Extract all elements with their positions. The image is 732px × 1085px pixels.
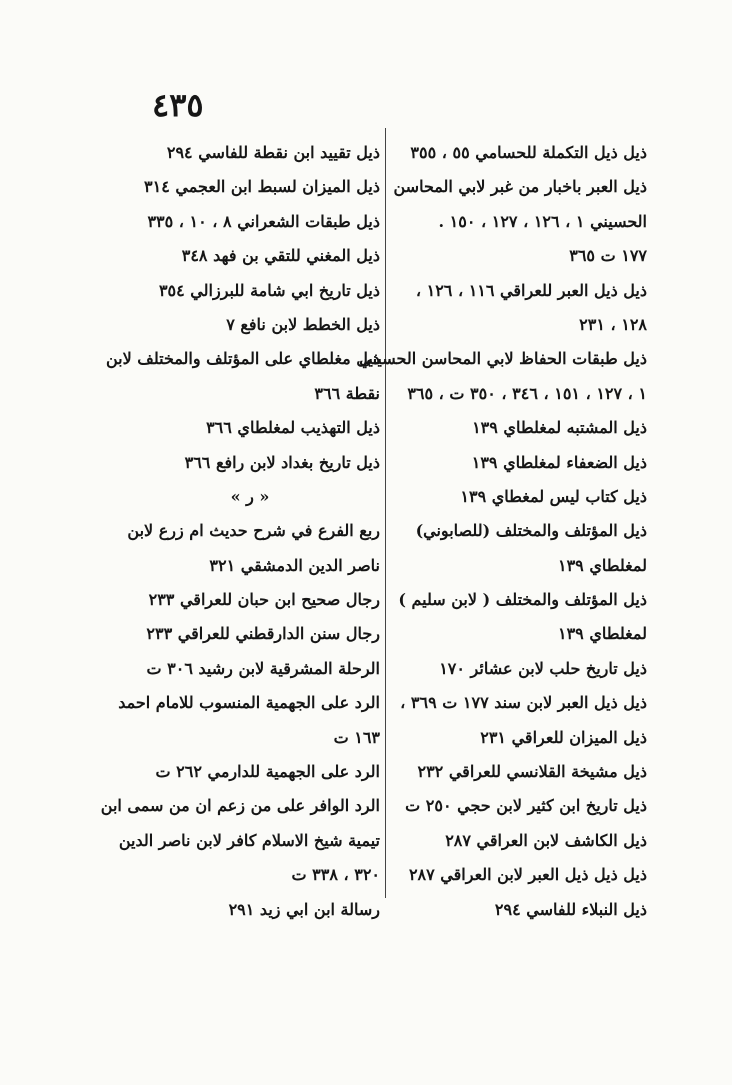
- column-divider: [385, 128, 386, 898]
- index-entry: ذيل تقييد ابن نقطة للفاسي ٢٩٤: [166, 143, 380, 162]
- index-entry: ذيل العبر باخبار من غبر لابي المحاسن: [393, 177, 647, 197]
- index-entry: ٣٢٠ ، ٣٣٨ ت: [291, 865, 380, 885]
- index-entry: ذيل تاريخ بغداد لابن رافع ٣٦٦: [184, 452, 380, 472]
- index-entry: ذيل ذيل العبر لابن سند ١٧٧ ت ٣٦٩ ،: [400, 693, 647, 713]
- index-entry: ذيل الميزان للعراقي ٢٣١: [480, 727, 647, 747]
- index-entry: ذيل الضعفاء لمغلطاي ١٣٩: [471, 452, 647, 472]
- index-entry: تيمية شيخ الاسلام كافر لابن ناصر الدين: [118, 830, 380, 850]
- index-entry: الرد على الجهمية للدارمي ٢٦٢ ت: [155, 762, 380, 782]
- index-entry: ذيل طبقات الشعراني ٨ ، ١٠ ، ٣٣٥: [147, 211, 380, 231]
- left-column: [100, 136, 380, 927]
- right-column: [359, 136, 647, 927]
- index-entry: ١٢٨ ، ٢٣١: [579, 314, 647, 334]
- index-entry: ذيل ذيل العبر للعراقي ١١٦ ، ١٢٦ ،: [415, 280, 647, 300]
- index-entry: ذيل النبلاء للفاسي ٢٩٤: [494, 899, 647, 919]
- index-entry: ذيل تاريخ ابي شامة للبرزالي ٣٥٤: [158, 280, 380, 300]
- index-entry: ذيل تاريخ حلب لابن عشائر ١٧٠: [439, 658, 647, 678]
- index-entry: ذيل مغلطاي على المؤتلف والمختلف لابن: [105, 349, 380, 369]
- index-entry: ذيل كتاب ليس لمغطاي ١٣٩: [460, 486, 647, 506]
- index-entry: ذيل ذيل ذيل العبر لابن العراقي ٢٨٧: [408, 865, 647, 885]
- index-entry: رجال صحيح ابن حبان للعراقي ٢٣٣: [148, 590, 380, 610]
- index-entry: ذيل التهذيب لمغلطاي ٣٦٦: [206, 418, 380, 438]
- index-entry: الرد على الجهمية المنسوب للامام احمد: [118, 693, 380, 713]
- index-entry: ذيل المشتبه لمغلطاي ١٣٩: [472, 418, 647, 438]
- index-entry: ١٧٧ ت ٣٦٥: [569, 246, 647, 266]
- index-entry: ذيل المؤتلف والمختلف (للصابوني): [415, 521, 647, 541]
- index-entry: ذيل ذيل التكملة للحسامي ٥٥ ، ٣٥٥: [410, 143, 647, 162]
- index-entry: ذيل المغني للتقي بن فهد ٣٤٨: [181, 246, 380, 266]
- index-entry: ذيل مشيخة القلانسي للعراقي ٢٣٢: [417, 762, 647, 782]
- index-entry: ١ ، ١٢٧ ، ١٥١ ، ٣٤٦ ، ٣٥٠ ت ، ٣٦٥: [407, 383, 647, 403]
- index-entry: الرحلة المشرقية لابن رشيد ٣٠٦ ت: [146, 658, 380, 678]
- index-entry: ذيل المؤتلف والمختلف ( لابن سليم ): [398, 590, 647, 610]
- index-entry: لمغلطاي ١٣٩: [557, 555, 647, 575]
- index-entry: ربع الفرع في شرح حديث ام زرع لابن: [127, 521, 380, 541]
- index-entry: ذيل طبقات الحفاظ لابي المحاسن الحسيني: [359, 349, 647, 369]
- index-entry: ذيل الكاشف لابن العراقي ٢٨٧: [445, 830, 647, 850]
- page-number: ٤٣٥: [152, 86, 204, 124]
- index-entry: رجال سنن الدارقطني للعراقي ٢٣٣: [146, 624, 380, 644]
- index-entry: ذيل الخطط لابن نافع ٧: [226, 314, 380, 334]
- index-entry: ١٦٣ ت: [333, 727, 380, 747]
- section-letter-heading: « ر »: [230, 486, 270, 506]
- index-entry: رسالة ابن ابي زيد ٢٩١: [228, 899, 380, 919]
- index-entry: ذيل تاريخ ابن كثير لابن حجي ٢٥٠ ت: [405, 796, 647, 816]
- index-entry: الحسيني ١ ، ١٢٦ ، ١٢٧ ، ١٥٠ .: [438, 211, 647, 231]
- index-entry: نقطة ٣٦٦: [314, 383, 380, 403]
- index-entry: لمغلطاي ١٣٩: [557, 624, 647, 644]
- index-entry: ذيل الميزان لسبط ابن العجمي ٣١٤: [144, 177, 380, 197]
- index-entry: ناصر الدين الدمشقي ٣٢١: [209, 555, 380, 575]
- index-entry: الرد الوافر على من زعم ان من سمى ابن: [100, 796, 380, 816]
